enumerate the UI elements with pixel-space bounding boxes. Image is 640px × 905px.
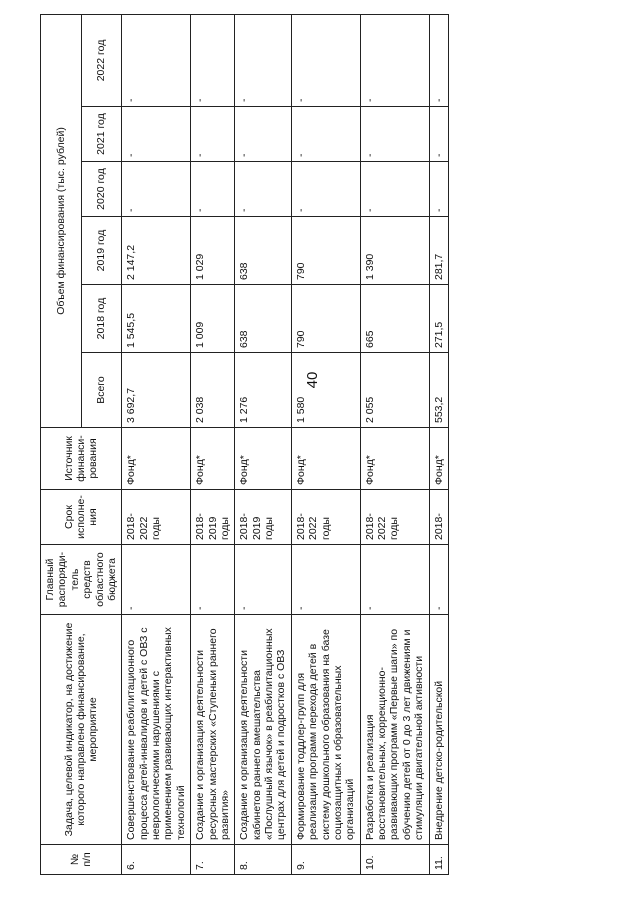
- row-2021: -: [429, 107, 448, 162]
- header-2020: 2020 год: [81, 162, 122, 217]
- row-num: 8.: [235, 845, 292, 875]
- header-num: № п/п: [41, 845, 122, 875]
- header-term: Срок исполне-ния: [41, 490, 122, 545]
- row-2022: -: [122, 14, 191, 106]
- row-2020: -: [429, 162, 448, 217]
- table-row: [360, 14, 429, 874]
- row-source: Фонд*: [291, 428, 360, 490]
- row-task: Создание и организация деятельности кабинетов раннего вмешательства «Послушный язычок» в реабилитационных центрах для детей и подростков с ОВЗ: [235, 615, 292, 845]
- header-2018: 2018 год: [81, 285, 122, 353]
- row-task: Создание и организация деятельности ресурсных мастерских «Ступеньки раннего развития»: [191, 615, 235, 845]
- row-2020: -: [291, 162, 360, 217]
- row-2019: 1 029: [191, 217, 235, 285]
- row-total: 553,2: [429, 353, 448, 428]
- row-num: 10.: [360, 845, 429, 875]
- row-2022: -: [291, 14, 360, 106]
- row-source: Фонд*: [429, 428, 448, 490]
- row-2020: -: [235, 162, 292, 217]
- row-2018: 665: [360, 285, 429, 353]
- row-2018: 1 009: [191, 285, 235, 353]
- row-task: Совершенствование реабилитационного процесса детей-инвалидов и детей с ОВЗ с неврологическими нарушениями с применением развивающих интерактивных технологий: [122, 615, 191, 845]
- row-term: 2018-2019 годы: [191, 490, 235, 545]
- header-2022: 2022 год: [81, 14, 122, 106]
- row-num: 7.: [191, 845, 235, 875]
- row-2018: 790: [291, 285, 360, 353]
- row-num: 11.: [429, 845, 448, 875]
- rotated-page: [40, 15, 600, 875]
- row-2021: -: [122, 107, 191, 162]
- row-task: Формирование тоддлер-групп для реализации программ перехода детей в систему дошкольного образования на базе социозащитных и образовательных организаций: [291, 615, 360, 845]
- row-num: 6.: [122, 845, 191, 875]
- row-2020: -: [191, 162, 235, 217]
- row-term: 2018-: [429, 490, 448, 545]
- row-2022: -: [191, 14, 235, 106]
- header-task: Задача, целевой индикатор, на достижение которого направлено финансирование, мероприятие: [41, 615, 122, 845]
- header-source: Источник финанси-рования: [41, 428, 122, 490]
- row-term: 2018-2019 годы: [235, 490, 292, 545]
- row-total: 2 055: [360, 353, 429, 428]
- header-2021: 2021 год: [81, 107, 122, 162]
- row-source: Фонд*: [122, 428, 191, 490]
- row-source: Фонд*: [235, 428, 292, 490]
- row-2020: -: [360, 162, 429, 217]
- header-manager: Главный распоряди-тель средств областного бюджета: [41, 545, 122, 615]
- row-term: 2018-2022 годы: [291, 490, 360, 545]
- row-total: 3 692,7: [122, 353, 191, 428]
- header-total: Всего: [81, 353, 122, 428]
- row-2021: -: [191, 107, 235, 162]
- row-manager: -: [191, 545, 235, 615]
- row-total: 1 580: [291, 353, 360, 428]
- row-2018: 271,5: [429, 285, 448, 353]
- row-manager: -: [360, 545, 429, 615]
- row-manager: -: [291, 545, 360, 615]
- row-2018: 638: [235, 285, 292, 353]
- row-2019: 1 390: [360, 217, 429, 285]
- row-2021: -: [360, 107, 429, 162]
- table-row: [291, 14, 360, 874]
- row-manager: -: [235, 545, 292, 615]
- row-term: 2018-2022 годы: [360, 490, 429, 545]
- row-2019: 638: [235, 217, 292, 285]
- header-funding: Объем финансирования (тыс. рублей): [41, 14, 82, 427]
- row-2021: -: [291, 107, 360, 162]
- row-total: 2 038: [191, 353, 235, 428]
- row-term: 2018-2022 годы: [122, 490, 191, 545]
- row-num: 9.: [291, 845, 360, 875]
- row-task: Внедрение детско-родительской: [429, 615, 448, 845]
- row-2021: -: [235, 107, 292, 162]
- row-manager: -: [429, 545, 448, 615]
- row-manager: -: [122, 545, 191, 615]
- header-2019: 2019 год: [81, 217, 122, 285]
- table-row: [122, 14, 191, 874]
- funding-table: [40, 14, 449, 875]
- row-total: 1 276: [235, 353, 292, 428]
- row-2022: -: [360, 14, 429, 106]
- row-source: Фонд*: [191, 428, 235, 490]
- table-row: [235, 14, 292, 874]
- row-2019: 790: [291, 217, 360, 285]
- table-row: [429, 14, 448, 874]
- row-2020: -: [122, 162, 191, 217]
- table-row: [191, 14, 235, 874]
- header-row-1: [41, 14, 82, 874]
- row-2019: 2 147,2: [122, 217, 191, 285]
- row-2019: 281,7: [429, 217, 448, 285]
- row-2022: -: [429, 14, 448, 106]
- row-task: Разработка и реализация восстановительных, коррекционно-развивающих программ «Первые шаги» по обучению детей от 0 до 3 лет движениям и стимуляции двигательной активности: [360, 615, 429, 845]
- row-source: Фонд*: [360, 428, 429, 490]
- page-number: 40: [304, 371, 321, 389]
- row-2022: -: [235, 14, 292, 106]
- row-2018: 1 545,5: [122, 285, 191, 353]
